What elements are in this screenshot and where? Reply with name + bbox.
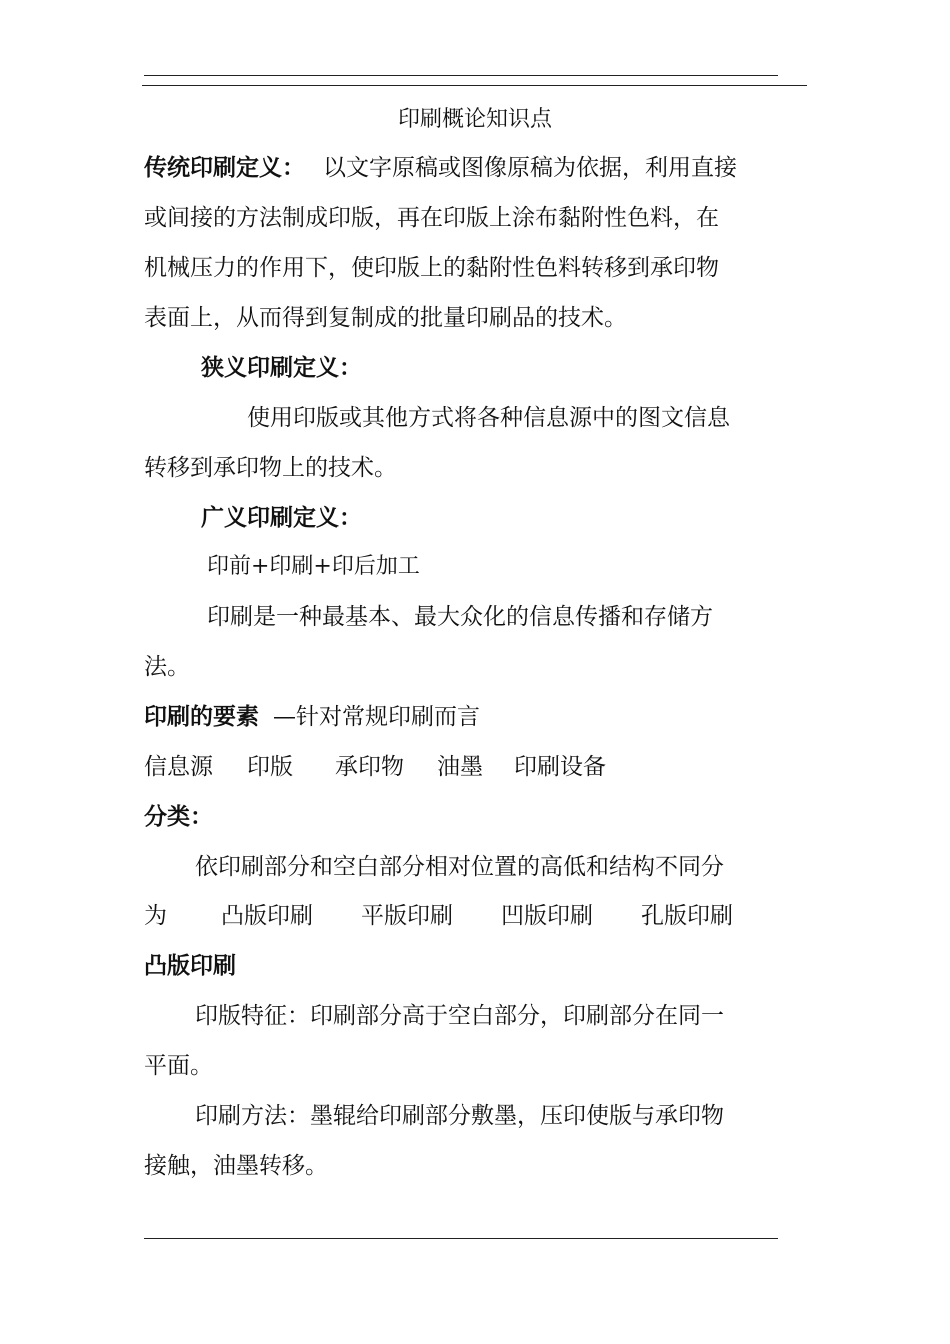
elements-line [144,700,480,734]
classification-type: 孔版印刷 [641,903,733,929]
classification-heading: 分类： [144,804,213,830]
classification-type: 平版印刷 [361,903,453,929]
element-item: 信息源 [144,754,213,780]
element-item: 承印物 [335,754,404,780]
classification-line-1: 依印刷部分和空白部分相对位置的高低和结构不同分 [195,854,724,880]
elements-note: —针对常规印刷而言 [273,704,480,730]
classification-type: 凸版印刷 [221,903,313,929]
relief-feature-line-2: 平面。 [144,1053,213,1079]
header-rule-thin [144,75,778,76]
header-rule-thick [142,85,807,86]
classification-lead: 为 [144,903,167,929]
element-item: 油墨 [437,754,483,780]
narrow-definition-heading: 狭义印刷定义： [201,355,362,381]
relief-printing-heading: 凸版印刷 [144,953,236,979]
document-title: 印刷概论知识点 [397,107,552,132]
narrow-definition-line-2: 转移到承印物上的技术。 [144,455,397,481]
broad-definition-line-2: 法。 [144,654,190,680]
traditional-definition-line-1 [144,151,737,185]
traditional-definition-line-2: 或间接的方法制成印版，再在印版上涂布黏附性色料，在 [144,205,719,231]
traditional-definition-heading: 传统印刷定义： [144,155,305,181]
element-item: 印版 [247,754,293,780]
narrow-definition-line-1: 使用印版或其他方式将各种信息源中的图文信息 [247,405,730,431]
broad-definition-formula: 印前+印刷+印后加工 [207,554,420,579]
classification-type: 凹版印刷 [501,903,593,929]
elements-heading: 印刷的要素 [144,704,259,730]
traditional-definition-text: 以文字原稿或图像原稿为依据，利用直接 [323,155,737,181]
traditional-definition-line-4: 表面上，从而得到复制成的批量印刷品的技术。 [144,305,627,331]
relief-feature-line-1: 印版特征：印刷部分高于空白部分，印刷部分在同一 [195,1003,724,1029]
traditional-definition-line-3: 机械压力的作用下，使印版上的黏附性色料转移到承印物 [144,255,719,281]
element-item: 印刷设备 [514,754,606,780]
footer-rule [144,1238,778,1239]
relief-method-line-1: 印刷方法：墨辊给印刷部分敷墨，压印使版与承印物 [195,1103,724,1129]
broad-definition-heading: 广义印刷定义： [201,505,362,531]
broad-definition-line-1: 印刷是一种最基本、最大众化的信息传播和存储方 [207,604,713,630]
relief-method-line-2: 接触，油墨转移。 [144,1153,328,1179]
